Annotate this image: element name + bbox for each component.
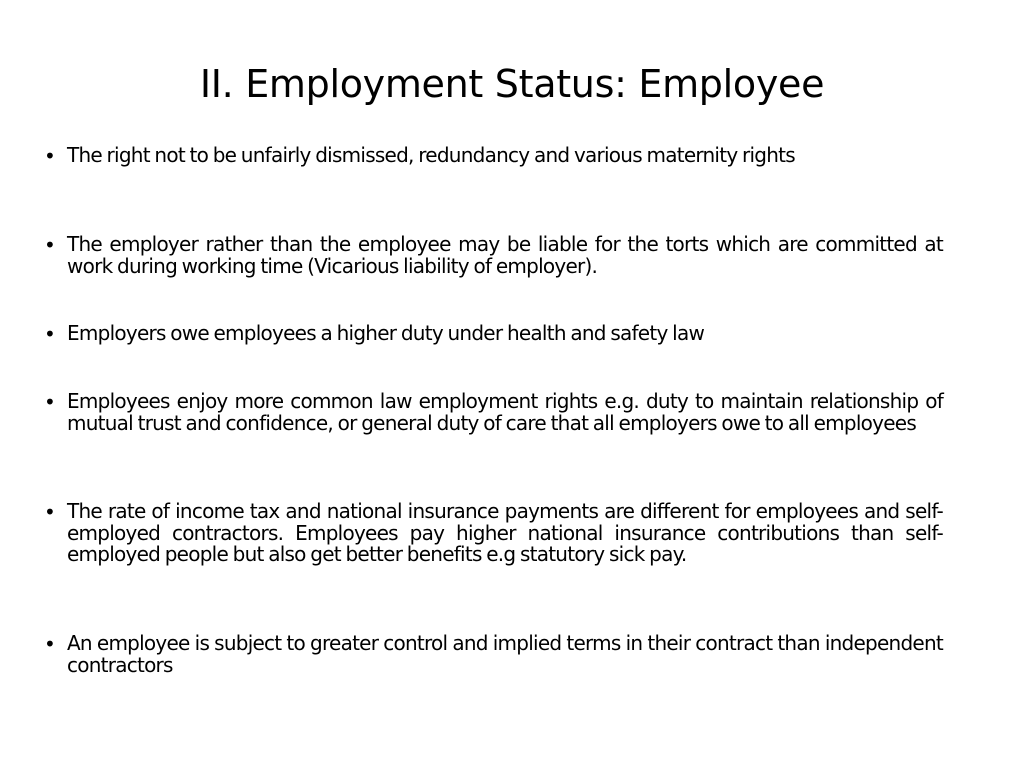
bullet-dot-icon: • bbox=[44, 144, 56, 168]
bullet-text: The employer rather than the employee may be liable for the torts which are committed at work during working time (Vicarious liability of employer). bbox=[67, 232, 943, 278]
bullet-text: The right not to be unfairly dismissed, redundancy and various maternity rights bbox=[67, 143, 795, 167]
bullet-text: Employers owe employees a higher duty under health and safety law bbox=[67, 321, 705, 345]
bullet-text: The rate of income tax and national insurance payments are different for employees and self-employed contractors. Employees pay higher national insurance contributions than self-employed people but also get better benefits e.g statutory sick pay. bbox=[67, 499, 943, 566]
list-item bbox=[44, 234, 943, 277]
list-item bbox=[44, 323, 943, 345]
list-item bbox=[44, 501, 943, 566]
bullet-dot-icon: • bbox=[44, 322, 56, 346]
list-item bbox=[44, 633, 943, 676]
bullet-text: An employee is subject to greater control and implied terms in their contract than independent contractors bbox=[67, 631, 943, 677]
bullet-dot-icon: • bbox=[44, 390, 56, 414]
bullet-dot-icon: • bbox=[44, 500, 56, 524]
bullet-dot-icon: • bbox=[44, 632, 56, 656]
list-item bbox=[44, 145, 943, 167]
bullet-dot-icon: • bbox=[44, 233, 56, 257]
bullet-text: Employees enjoy more common law employment rights e.g. duty to maintain relationship of mutual trust and confidence, or general duty of care that all employers owe to all employees bbox=[67, 389, 943, 435]
list-item bbox=[44, 391, 943, 434]
slide-title: II. Employment Status: Employee bbox=[199, 62, 825, 106]
